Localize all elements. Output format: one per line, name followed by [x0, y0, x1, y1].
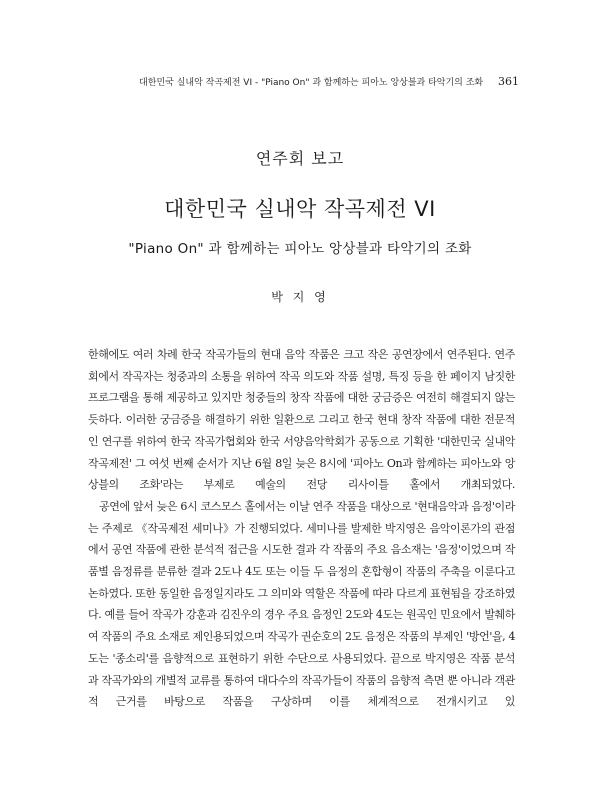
body-paragraph: 한해에도 여러 차례 한국 작곡가들의 현대 음악 작품은 크고 작은 공연장에서 연주된다. 연주회에서 작곡자는 청중과의 소통을 위하여 작곡 의도와 작품 설명, 특징 등을 한 페이지 남짓한 프로그램을 통해 제공하고 있지만 청중들의 창작 작품에 대한 궁금증은 여전히 해결되지 않는 듯하다. 이러한 궁금증을 해결하기 위한 일환으로 그리고 한국 현대 창작 작품에 대한 전문적인 연구를 위하여 한국 작곡가협회와 한국 서양음악학회가 공동으로 기획한 '대한민국 실내악 작곡제전' 그 여섯 번째 순서가 지난 6월 8일 늦은 8시에 '피아노 On과 함께하는 피아노와 앙상블의 조화'라는 부제로 예술의 전당 리사이틀 홀에서 개최되었다. — [88, 348, 515, 492]
running-header-text: 대한민국 실내악 작곡제전 VI - "Piano On" 과 함께하는 피아노 앙상블과 타악기의 조화 — [139, 78, 484, 88]
section-label: 연주회 보고 — [255, 149, 345, 168]
article-subtitle: "Piano On" 과 함께하는 피아노 앙상블과 타악기의 조화 — [128, 241, 472, 257]
body-paragraph: 공연에 앞서 늦은 6시 코스모스 홀에서는 이날 연주 작품을 대상으로 '현대음악과 음정'이라는 주제로 《작곡제전 세미나》가 진행되었다. 세미나를 발제한 박지영은 음악이론가의 관점에서 공연 작품에 관한 분석적 접근을 시도한 결과 각 작품의 주요 음소재는 '음정'이었으며 작품별 음정류를 분류한 결과 2도나 4도 또는 이들 두 음정의 혼합형이 작품의 주축을 이룬다고 논하였다. 또한 동일한 음정일지라도 그 의미와 역할은 작품에 따라 다르게 표현됨을 강조하였다. 예를 들어 작곡가 강훈과 김진우의 경우 주요 음정인 2도와 4도는 원곡인 민요에서 발췌하여 작품의 주요 소재로 제인용되었으며 작곡가 권순호의 2도 음정은 작품의 부제인 '방언'을, 4도는 '종소리'를 음향적으로 표현하기 위한 수단으로 사용되었다. 끝으로 박지영은 작품 분석과 작곡가와의 개별적 교류를 통하여 대다수의 작곡가들이 작품의 음향적 측면 뿐 아니라 객관적 근거를 바탕으로 작품을 구상하며 이를 체계적으로 전개시키고 있 — [88, 499, 515, 709]
author-name: 박 지 영 — [271, 290, 329, 304]
article-title: 대한민국 실내악 작곡제전 VI — [164, 197, 436, 221]
page-number: 361 — [498, 75, 519, 88]
running-header — [139, 75, 519, 88]
article-body — [88, 344, 515, 713]
